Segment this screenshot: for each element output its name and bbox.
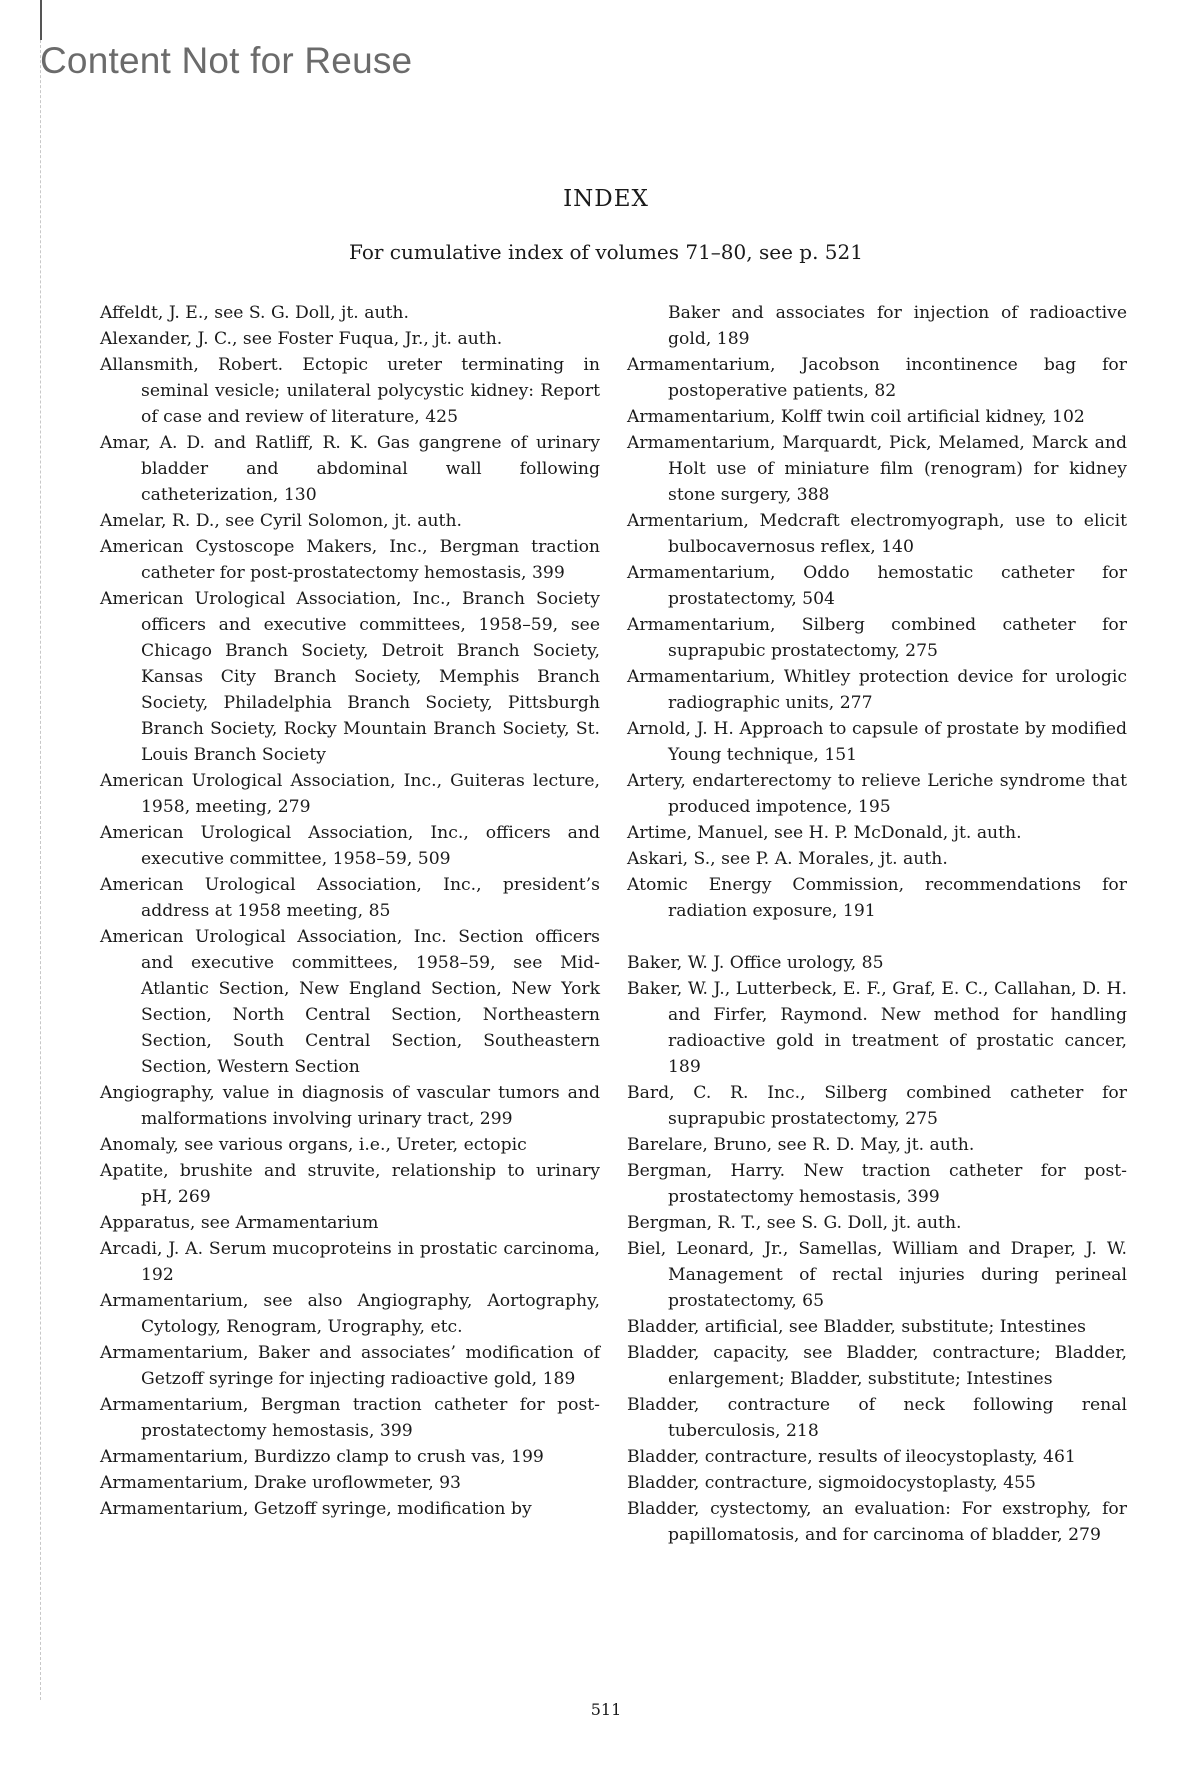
index-entry: Amelar, R. D., see Cyril Solomon, jt. auth. <box>100 511 462 531</box>
index-entry-continued: Baker and associates for injection of radioactive gold, 189 <box>668 303 1127 349</box>
index-entry: Arcadi, J. A. Serum mucoproteins in prostatic carcinoma, 192 <box>100 1239 600 1285</box>
index-entry: Bladder, contracture, results of ileocystoplasty, 461 <box>627 1447 1076 1467</box>
index-column-right <box>627 300 1127 1548</box>
index-entry: Bergman, Harry. New traction catheter for post-prostatectomy hemostasis, 399 <box>627 1161 1127 1207</box>
index-entry: American Urological Association, Inc., president’s address at 1958 meeting, 85 <box>100 875 600 921</box>
index-entry: Alexander, J. C., see Foster Fuqua, Jr., jt. auth. <box>100 329 503 349</box>
index-entry: Affeldt, J. E., see S. G. Doll, jt. auth. <box>100 303 409 323</box>
index-entry: Apparatus, see Armamentarium <box>100 1213 379 1233</box>
index-entry: Biel, Leonard, Jr., Samellas, William and Draper, J. W. Management of rectal injuries during perineal prostatectomy, 65 <box>627 1239 1127 1311</box>
index-entry: Baker, W. J., Lutterbeck, E. F., Graf, E. C., Callahan, D. H. and Firfer, Raymond. New method for handling radioactive gold in treatment of prostatic cancer, 189 <box>627 979 1127 1077</box>
index-entry: Allansmith, Robert. Ectopic ureter terminating in seminal vesicle; unilateral polycystic kidney: Report of case and review of literature, 425 <box>100 355 600 427</box>
index-entry: Armamentarium, Getzoff syringe, modification by <box>100 1499 532 1519</box>
index-entry: Barelare, Bruno, see R. D. May, jt. auth. <box>627 1135 975 1155</box>
index-entry: Bladder, contracture of neck following renal tuberculosis, 218 <box>627 1395 1127 1441</box>
index-entry: American Urological Association, Inc., officers and executive committee, 1958–59, 509 <box>100 823 600 869</box>
index-entry: Armamentarium, Silberg combined catheter for suprapubic prostatectomy, 275 <box>627 615 1127 661</box>
index-entry: Angiography, value in diagnosis of vascular tumors and malformations involving urinary tract, 299 <box>100 1083 600 1129</box>
watermark: Content Not for Reuse <box>40 40 413 81</box>
index-entry: American Urological Association, Inc., Branch Society officers and executive committees, 1958–59, see Chicago Branch Society, Detroit Branch Society, Kansas City Branch Society, Memphis Branch Society, Philadelphia Branch Society, Pittsburgh Branch Society, Rocky Mountain Branch Society, St. Louis Branch Society <box>100 589 600 765</box>
index-entry: Armamentarium, Marquardt, Pick, Melamed, Marck and Holt use of miniature film (renogram) for kidney stone surgery, 388 <box>627 433 1127 505</box>
index-entry: Apatite, brushite and struvite, relationship to urinary pH, 269 <box>100 1161 600 1207</box>
index-entry: American Urological Association, Inc., Guiteras lecture, 1958, meeting, 279 <box>100 771 600 817</box>
index-entry: Askari, S., see P. A. Morales, jt. auth. <box>627 849 948 869</box>
index-entry: Armamentarium, Baker and associates’ modification of Getzoff syringe for injecting radioactive gold, 189 <box>100 1343 600 1389</box>
index-entry: Amar, A. D. and Ratliff, R. K. Gas gangrene of urinary bladder and abdominal wall following catheterization, 130 <box>100 433 600 505</box>
index-entry: Bladder, cystectomy, an evaluation: For exstrophy, for papillomatosis, and for carcinoma of bladder, 279 <box>627 1499 1127 1545</box>
page-title: INDEX <box>563 186 649 212</box>
index-entry: Bladder, capacity, see Bladder, contracture; Bladder, enlargement; Bladder, substitute; Intestines <box>627 1343 1127 1389</box>
index-entry: Baker, W. J. Office urology, 85 <box>627 953 884 973</box>
index-entry: Bard, C. R. Inc., Silberg combined catheter for suprapubic prostatectomy, 275 <box>627 1083 1127 1129</box>
index-entry: Artime, Manuel, see H. P. McDonald, jt. auth. <box>627 823 1022 843</box>
index-entry: American Urological Association, Inc. Section officers and executive committees, 1958–59, see Mid-Atlantic Section, New England Section, New York Section, North Central Section, Northeastern Section, South Central Section, Southeastern Section, Western Section <box>100 927 600 1077</box>
index-entry: Armentarium, Medcraft electromyograph, use to elicit bulbocavernosus reflex, 140 <box>627 511 1127 557</box>
index-entry: Anomaly, see various organs, i.e., Ureter, ectopic <box>100 1135 527 1155</box>
index-entry: American Cystoscope Makers, Inc., Bergman traction catheter for post-prostatectomy hemostasis, 399 <box>100 537 600 583</box>
index-entry: Armamentarium, Burdizzo clamp to crush vas, 199 <box>100 1447 544 1467</box>
index-entry: Atomic Energy Commission, recommendations for radiation exposure, 191 <box>627 875 1127 921</box>
index-column-left <box>100 300 600 1522</box>
index-entry: Artery, endarterectomy to relieve Leriche syndrome that produced impotence, 195 <box>627 771 1127 817</box>
page-edge-mark <box>40 0 42 40</box>
index-entry: Bladder, artificial, see Bladder, substitute; Intestines <box>627 1317 1087 1337</box>
page-number: 511 <box>590 1700 622 1719</box>
index-entry: Arnold, J. H. Approach to capsule of prostate by modified Young technique, 151 <box>627 719 1127 765</box>
index-entry: Bergman, R. T., see S. G. Doll, jt. auth. <box>627 1213 962 1233</box>
index-entry: Armamentarium, Drake uroflowmeter, 93 <box>100 1473 461 1493</box>
index-entry: Armamentarium, Bergman traction catheter for post-prostatectomy hemostasis, 399 <box>100 1395 600 1441</box>
page-subtitle: For cumulative index of volumes 71–80, see p. 521 <box>349 240 863 264</box>
index-entry: Armamentarium, Oddo hemostatic catheter for prostatectomy, 504 <box>627 563 1127 609</box>
index-entry: Armamentarium, Whitley protection device for urologic radiographic units, 277 <box>627 667 1127 713</box>
index-entry: Armamentarium, Kolff twin coil artificial kidney, 102 <box>627 407 1085 427</box>
index-entry: Armamentarium, see also Angiography, Aortography, Cytology, Renogram, Urography, etc. <box>100 1291 600 1337</box>
index-entry: Armamentarium, Jacobson incontinence bag for postoperative patients, 82 <box>627 355 1127 401</box>
index-entry: Bladder, contracture, sigmoidocystoplasty, 455 <box>627 1473 1036 1493</box>
